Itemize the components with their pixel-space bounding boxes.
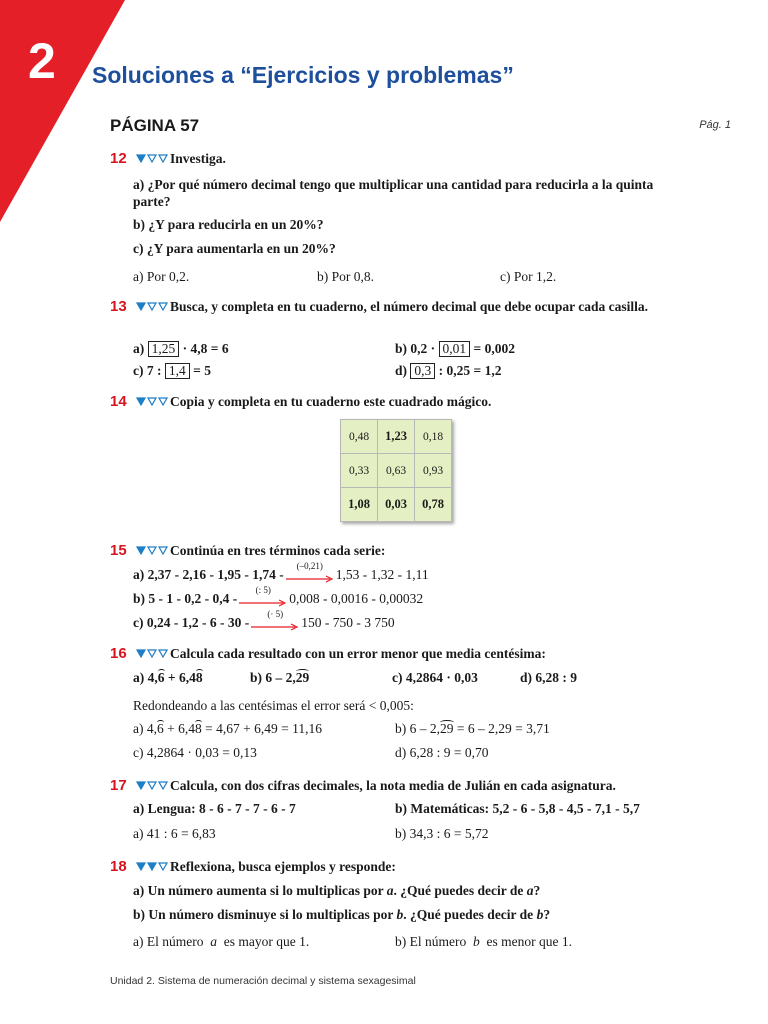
- periodic-digit: 6: [157, 670, 165, 685]
- answer-b: b) Por 0,8.: [317, 269, 374, 284]
- answer-d: d) 6,28 : 9 = 0,70: [395, 745, 489, 760]
- question-b: b) ¿Y para reducirla en un 20%?: [133, 217, 324, 232]
- item-text: = 5: [193, 363, 211, 378]
- magic-cell: 0,18: [415, 420, 452, 454]
- variable: b: [472, 934, 480, 949]
- periodic-digit: 8: [195, 721, 202, 736]
- red-corner-banner: [0, 0, 130, 225]
- item-text: = 0,002: [473, 341, 515, 356]
- arrow-operation: (: 5): [255, 584, 271, 595]
- text: es menor que 1.: [486, 934, 572, 949]
- text: b) 6 – 2,: [395, 721, 440, 736]
- exercise-heading: Investiga.: [170, 151, 226, 166]
- item-text: · 4,8 = 6: [182, 341, 229, 356]
- item-label: a): [133, 341, 145, 356]
- text: b) Un número disminuye si lo multiplicas por: [133, 907, 397, 922]
- periodic-digit: 6: [157, 721, 164, 736]
- exercise-number: 12: [110, 150, 127, 167]
- difficulty-triangles-icon: [136, 862, 168, 871]
- item-c: [133, 362, 211, 379]
- answer-c: c) Por 1,2.: [500, 269, 557, 284]
- page-title: Soluciones a “Ejercicios y problemas”: [92, 62, 514, 88]
- exercise-heading: Continúa en tres términos cada serie:: [170, 543, 386, 558]
- outline-triangle-icon: [147, 781, 157, 790]
- outline-triangle-icon: [158, 649, 168, 658]
- item-text: 0,2 ·: [410, 341, 436, 356]
- exercise-number: 15: [110, 542, 127, 559]
- item-label: c): [133, 363, 144, 378]
- series-b: [133, 584, 424, 607]
- series-given: b) 5 - 1 - 0,2 - 0,4 -: [133, 591, 238, 606]
- outline-triangle-icon: [147, 649, 157, 658]
- item-label: b): [395, 341, 408, 356]
- answer-intro: Redondeando a las centésimas el error será < 0,005:: [133, 698, 414, 713]
- difficulty-triangles-icon: [136, 302, 168, 311]
- exercise-heading: [170, 298, 670, 315]
- question-a: a) ¿Por qué número decimal tengo que multiplicar una cantidad para reducirla a la quinta parte?: [133, 177, 654, 209]
- question-b: b) Matemáticas: 5,2 - 6 - 5,8 - 4,5 - 7,1 - 5,7: [395, 801, 640, 816]
- difficulty-triangles-icon: [136, 781, 168, 790]
- answer-box: 1,25: [148, 341, 180, 357]
- variable: a: [386, 883, 394, 898]
- text: + 6,4: [163, 721, 195, 736]
- series-given: c) 0,24 - 1,2 - 6 - 30 -: [133, 615, 250, 630]
- magic-row: [341, 488, 452, 522]
- item-d: [395, 362, 501, 379]
- text: es mayor que 1.: [223, 934, 310, 949]
- arrow-operation: (–0,21): [296, 560, 323, 571]
- exercise-heading: Calcula, con dos cifras decimales, la nota media de Julián en cada asignatura.: [170, 778, 616, 793]
- series-a: [133, 560, 429, 583]
- question-c: c) ¿Y para aumentarla en un 20%?: [133, 241, 336, 256]
- answer-a: [133, 933, 309, 950]
- magic-row: [341, 420, 452, 454]
- magic-square: [340, 419, 452, 522]
- answer-b: b) 34,3 : 6 = 5,72: [395, 826, 489, 841]
- outline-triangle-icon: [147, 546, 157, 555]
- exercise-number: 16: [110, 645, 127, 662]
- filled-triangle-icon: [136, 154, 146, 163]
- variable: a: [526, 883, 534, 898]
- exercise-number: 17: [110, 777, 127, 794]
- outline-triangle-icon: [158, 154, 168, 163]
- filled-triangle-icon: [136, 649, 146, 658]
- periodic-digit: 29: [295, 670, 310, 685]
- text: b) 6 – 2,: [250, 670, 296, 685]
- exercise-number: 18: [110, 858, 127, 875]
- outline-triangle-icon: [147, 154, 157, 163]
- series-result: 150 - 750 - 3 750: [301, 615, 395, 630]
- filled-triangle-icon: [136, 546, 146, 555]
- footer-unit-title: Unidad 2. Sistema de numeración decimal y sistema sexagesimal: [110, 975, 416, 987]
- magic-cell: 1,08: [341, 488, 378, 522]
- difficulty-triangles-icon: [136, 649, 168, 658]
- filled-triangle-icon: [136, 781, 146, 790]
- red-arrow-icon: [286, 560, 334, 583]
- filled-triangle-icon: [147, 862, 157, 871]
- question-b: [250, 669, 309, 686]
- variable: a: [210, 934, 217, 949]
- filled-triangle-icon: [136, 397, 146, 406]
- outline-triangle-icon: [147, 302, 157, 311]
- text: . ¿Qué puedes decir de: [403, 907, 537, 922]
- series-c: [133, 608, 395, 631]
- text: ?: [543, 907, 551, 922]
- answer-b: [395, 933, 572, 950]
- series-result: 1,53 - 1,32 - 1,11: [335, 567, 429, 582]
- magic-cell: 0,03: [378, 488, 415, 522]
- difficulty-triangles-icon: [136, 546, 168, 555]
- magic-cell: 0,78: [415, 488, 452, 522]
- text: ?: [533, 883, 541, 898]
- outline-triangle-icon: [158, 397, 168, 406]
- red-arrow-icon: [251, 608, 299, 631]
- exercise-heading: Reflexiona, busca ejemplos y responde:: [170, 859, 396, 874]
- text: = 4,67 + 6,49 = 11,16: [201, 721, 322, 736]
- item-text: 7 :: [146, 363, 162, 378]
- magic-cell: 1,23: [378, 420, 415, 454]
- exercise-heading: Copia y completa en tu cuaderno este cuadrado mágico.: [170, 394, 492, 409]
- item-text: : 0,25 = 1,2: [438, 363, 502, 378]
- answer-b: [395, 720, 550, 737]
- periodic-digit: 8: [195, 670, 203, 685]
- heading-text: Busca, y completa en tu cuaderno, el número decimal que debe ocupar cada casilla.: [170, 299, 648, 314]
- text: a) El número: [133, 934, 204, 949]
- text: a) 4,: [133, 721, 157, 736]
- text: a) 4,: [133, 670, 158, 685]
- section-heading: PÁGINA 57: [110, 116, 200, 135]
- answer-box: 0,01: [439, 341, 471, 357]
- outline-triangle-icon: [158, 302, 168, 311]
- answer-box: 0,3: [410, 363, 435, 379]
- variable: b: [396, 907, 404, 922]
- answer-a: a) 41 : 6 = 6,83: [133, 826, 216, 841]
- item-label: d): [395, 363, 408, 378]
- question-a: a) Lengua: 8 - 6 - 7 - 7 - 6 - 7: [133, 801, 296, 816]
- red-arrow-icon: [239, 584, 287, 607]
- outline-triangle-icon: [158, 781, 168, 790]
- chapter-number: 2: [28, 33, 56, 89]
- item-b: [395, 340, 515, 357]
- question-b: [133, 906, 550, 923]
- answer-box: 1,4: [165, 363, 190, 379]
- outline-triangle-icon: [147, 397, 157, 406]
- difficulty-triangles-icon: [136, 397, 168, 406]
- magic-cell: 0,93: [415, 454, 452, 488]
- exercise-heading: Calcula cada resultado con un error menor que media centésima:: [170, 646, 546, 661]
- outline-triangle-icon: [158, 862, 168, 871]
- filled-triangle-icon: [136, 862, 146, 871]
- answer-a: a) Por 0,2.: [133, 269, 190, 284]
- answer-a: [133, 720, 322, 737]
- magic-cell: 0,33: [341, 454, 378, 488]
- text: a) Un número aumenta si lo multiplicas por: [133, 883, 387, 898]
- outline-triangle-icon: [158, 546, 168, 555]
- answer-c: c) 4,2864 · 0,03 = 0,13: [133, 745, 257, 760]
- text: = 6 – 2,29 = 3,71: [453, 721, 550, 736]
- exercise-number: 13: [110, 298, 127, 315]
- difficulty-triangles-icon: [136, 154, 168, 163]
- text: . ¿Qué puedes decir de: [393, 883, 527, 898]
- question-a: [133, 669, 203, 686]
- item-a: [133, 340, 229, 357]
- magic-cell: 0,48: [341, 420, 378, 454]
- magic-cell: 0,63: [378, 454, 415, 488]
- filled-triangle-icon: [136, 302, 146, 311]
- exercise-number: 14: [110, 393, 127, 410]
- magic-row: [341, 454, 452, 488]
- variable: b: [536, 907, 544, 922]
- text: + 6,4: [164, 670, 196, 685]
- page-number-label: Pág. 1: [699, 119, 731, 131]
- question-c: c) 4,2864 · 0,03: [392, 670, 478, 685]
- periodic-digit: 29: [440, 721, 454, 736]
- question-a: [133, 882, 540, 899]
- series-given: a) 2,37 - 2,16 - 1,95 - 1,74 -: [133, 567, 284, 582]
- text: b) El número: [395, 934, 467, 949]
- series-result: 0,008 - 0,0016 - 0,00032: [289, 591, 424, 606]
- arrow-operation: (· 5): [267, 608, 284, 619]
- question-d: d) 6,28 : 9: [520, 670, 577, 685]
